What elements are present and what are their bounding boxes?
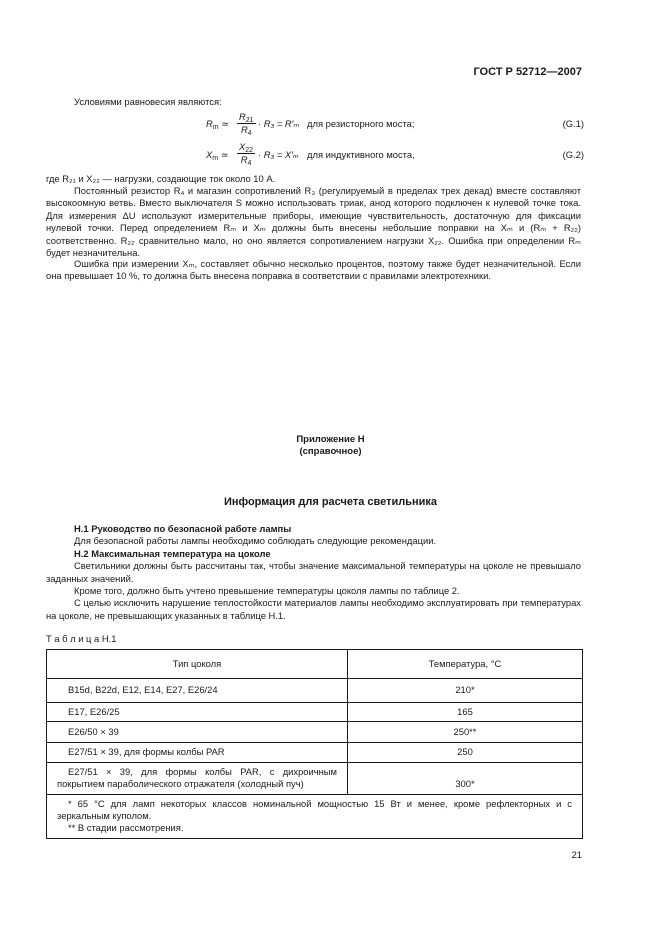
annex-heading: Информация для расчета светильника <box>223 496 438 508</box>
main-paragraph: Постоянный резистор R₄ и магазин сопротивлений R₃ (регулируемый в пределах трех декад) вместе составляют высокоомную ветвь. Вместо выключателя S можно использовать триак, анод которого подключен к нулевой точке тока. Для измерения ΔU используют измерительные приборы, имеющие чувствительность, достаточную для фиксации нулевой точки. Перед определением Rₘ и Xₘ должны быть внесены небольшие поправки на Xₘ и (Rₘ + R₂₂) соответственно. R₂₂ сравнительно мало, но оно является сопротивлением нагрузки X₂₂. Ошибка при определении Rₘ будет незначительна. <box>46 185 581 259</box>
table-row <box>47 679 583 703</box>
fraction: $\frac{R_{21}}{R_4}$ <box>239 111 254 138</box>
section-heading: Н.1 Руководство по безопасной работе лампы <box>74 523 292 534</box>
sections <box>46 523 581 622</box>
column-header: Температура, °С <box>348 650 583 679</box>
cap-temperature-table <box>46 649 583 839</box>
section-paragraph: Для безопасной работы лампы необходимо соблюдать следующие рекомендации. <box>74 535 437 547</box>
table-header-row <box>47 650 583 679</box>
temperature-cell: 165 <box>348 703 583 722</box>
cap-type-cell: E17, E26/25 <box>47 703 348 722</box>
cap-type-cell: E27/51 × 39, для формы колбы PAR, с дихроичным покрытием параболического отражателя (холодный пуч) <box>47 762 348 794</box>
temperature-cell: 210* <box>348 679 583 703</box>
equation-number: (G.2) <box>562 149 584 160</box>
cap-type-cell: E26/50 × 39 <box>47 722 348 743</box>
cap-type-cell: B15d, B22d, E12, E14, E27, E26/24 <box>47 679 348 703</box>
error-paragraph: Ошибка при измерении Xₘ, составляет обычно несколько процентов, поэтому также будет незначительной. Если она превышает 10 %, то должна быть внесена поправка в соответствии с правилами электротехники. <box>46 258 581 282</box>
temperature-cell: 250** <box>348 722 583 743</box>
table-row <box>47 722 583 743</box>
section-paragraph: Кроме того, должно быть учтено превышение температуры цоколя лампы по таблице 2. <box>74 585 460 597</box>
equation-g2: $X_m$ ≃ $\frac{X_{22}}{R_4}$ · R₃ = X′ₘ для индуктивного моста, (G.2) <box>206 141 584 168</box>
table-row <box>47 743 583 762</box>
equation-number: (G.1) <box>562 118 584 129</box>
table-note: * 65 °С для ламп некоторых классов номинальной мощностью 15 Вт и менее, кроме рефлекторных и с зеркальным куполом. <box>57 797 572 822</box>
table-note: ** В стадии рассмотрения. <box>68 822 184 834</box>
standard-header: ГОСТ Р 52712—2007 <box>473 66 582 78</box>
temperature-cell: 250 <box>348 743 583 762</box>
section-paragraph: Светильники должны быть рассчитаны так, чтобы значение максимальной температуры на цоколе не превышало заданных значений. <box>46 560 581 584</box>
fraction: $\frac{X_{22}}{R_4}$ <box>239 141 254 168</box>
page-number: 21 <box>571 849 582 860</box>
temperature-cell: 300* <box>348 762 583 794</box>
where-paragraph: где R₂₁ и X₂₂ — нагрузки, создающие ток около 10 А. <box>46 173 276 184</box>
column-header: Тип цоколя <box>47 650 348 679</box>
section-heading: Н.2 Максимальная температура на цоколе <box>74 547 271 559</box>
cap-type-cell: E27/51 × 39, для формы колбы PAR <box>47 743 348 762</box>
table-caption: Т а б л и ц а Н.1 <box>46 633 117 644</box>
conditions-intro: Условиями равновесия являются: <box>74 96 222 107</box>
equation-g1: $R_m$ ≃ $\frac{R_{21}}{R_4}$ · R₃ = R′ₘ для резисторного моста; (G.1) <box>206 111 584 138</box>
table-row <box>47 762 583 794</box>
table-notes-row <box>47 794 583 838</box>
table-notes <box>47 794 583 838</box>
annex-subtitle: (справочное) <box>299 446 362 457</box>
section-paragraph: С целью исключить нарушение теплостойкости материалов лампы необходимо эксплуатировать при температурах на цоколе, не превышающих указанных в таблице Н.1. <box>46 597 581 621</box>
table-row <box>47 703 583 722</box>
annex-title: Приложение Н <box>296 434 365 445</box>
